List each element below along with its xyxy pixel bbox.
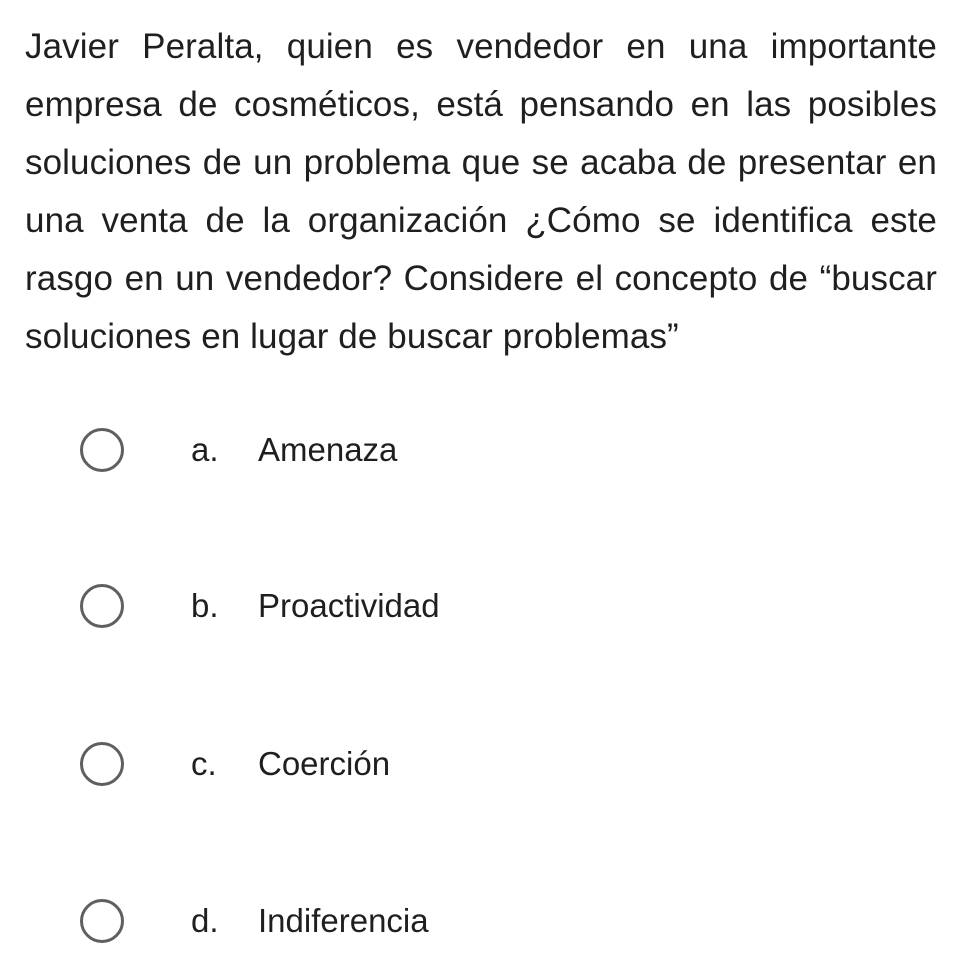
radio-button-c[interactable] <box>80 742 124 786</box>
option-d[interactable] <box>80 895 580 947</box>
option-a-label: Amenaza <box>258 431 398 468</box>
radio-button-d[interactable] <box>80 899 124 943</box>
radio-button-b[interactable] <box>80 584 124 628</box>
radio-button-a[interactable] <box>80 428 124 472</box>
option-c-label: Coerción <box>258 745 391 782</box>
question-text: Javier Peralta, quien es vendedor en una importante empresa de cosméticos, está pensando en las posibles soluciones de un problema que se acaba de presentar en una venta de la organización ¿Cómo se identifica este rasgo en un vendedor? Considere el concepto de “buscar soluciones en lugar de buscar problemas” <box>25 27 937 356</box>
option-b[interactable] <box>80 580 580 632</box>
option-d-label: Indiferencia <box>258 902 429 939</box>
option-b-letter: b. <box>191 587 219 624</box>
option-a[interactable] <box>80 424 580 476</box>
option-b-label: Proactividad <box>258 587 440 624</box>
option-a-letter: a. <box>191 431 219 468</box>
option-c[interactable] <box>80 738 580 790</box>
option-d-letter: d. <box>191 902 219 939</box>
option-c-letter: c. <box>191 745 217 782</box>
